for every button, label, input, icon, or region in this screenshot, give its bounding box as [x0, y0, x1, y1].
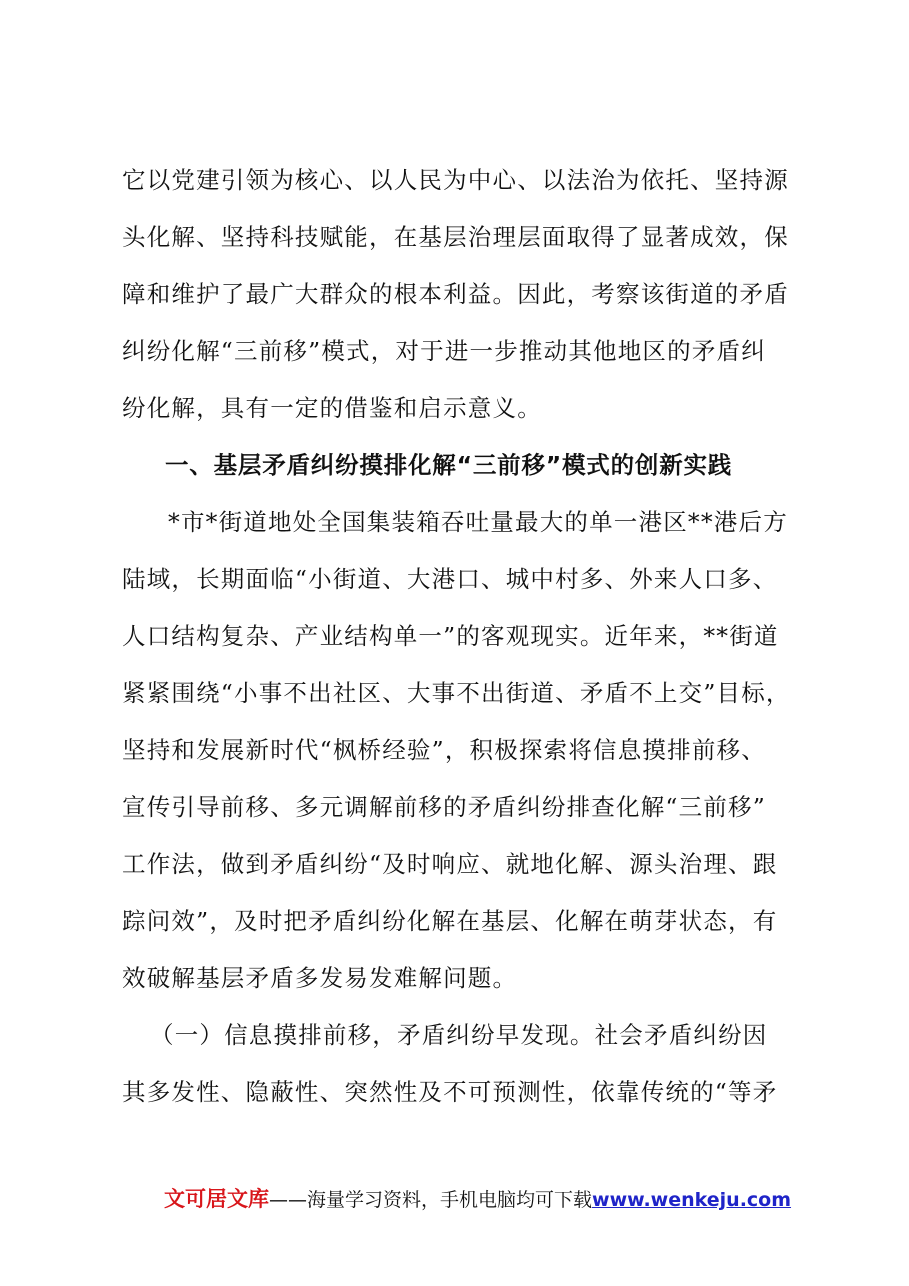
footer-link[interactable]: www.wenkeju.com: [592, 1189, 792, 1211]
footer-banner: [164, 1183, 804, 1213]
text-line: 头化解、坚持科技赋能，在基层治理层面取得了显著成效，保: [122, 223, 789, 251]
footer-tagline: 海量学习资料，手机电脑均可下载: [307, 1189, 593, 1211]
text-line: 工作法，做到矛盾纠纷“及时响应、就地化解、源头治理、跟: [122, 850, 778, 878]
footer-separator: ——: [269, 1189, 307, 1211]
text-line: *市*街道地处全国集装箱吞吐量最大的单一港区**港后方: [168, 508, 788, 536]
section-heading: 一、基层矛盾纠纷摸排化解“三前移”模式的创新实践: [165, 451, 733, 479]
footer-brand: 文可居文库: [164, 1187, 269, 1211]
text-line: 紧紧围绕“小事不出社区、大事不出街道、矛盾不上交”目标，: [122, 679, 791, 707]
text-line: 纠纷化解“三前移”模式，对于进一步推动其他地区的矛盾纠: [122, 337, 766, 365]
text-line: 人口结构复杂、产业结构单一”的客观现实。近年来，**街道: [122, 622, 779, 650]
text-line: 宣传引导前移、多元调解前移的矛盾纠纷排查化解“三前移”: [122, 793, 766, 821]
text-line: 效破解基层矛盾多发易发难解问题。: [122, 964, 518, 992]
text-line: 其多发性、隐蔽性、突然性及不可预测性，依靠传统的“等矛: [122, 1078, 778, 1106]
text-line: 陆域，长期面临“小街道、大港口、城中村多、外来人口多、: [122, 565, 778, 593]
text-line: 踪问效”，及时把矛盾纠纷化解在基层、化解在萌芽状态，有: [122, 907, 778, 935]
text-line: 坚持和发展新时代“枫桥经验”，积极探索将信息摸排前移、: [122, 736, 766, 764]
text-line: 纷化解，具有一定的借鉴和启示意义。: [122, 394, 542, 422]
text-line: （一）信息摸排前移，矛盾纠纷早发现。社会矛盾纠纷因: [150, 1021, 768, 1049]
text-line: 障和维护了最广大群众的根本利益。因此，考察该街道的矛盾: [122, 280, 789, 308]
text-line: 它以党建引领为核心、以人民为中心、以法治为依托、坚持源: [122, 166, 789, 194]
